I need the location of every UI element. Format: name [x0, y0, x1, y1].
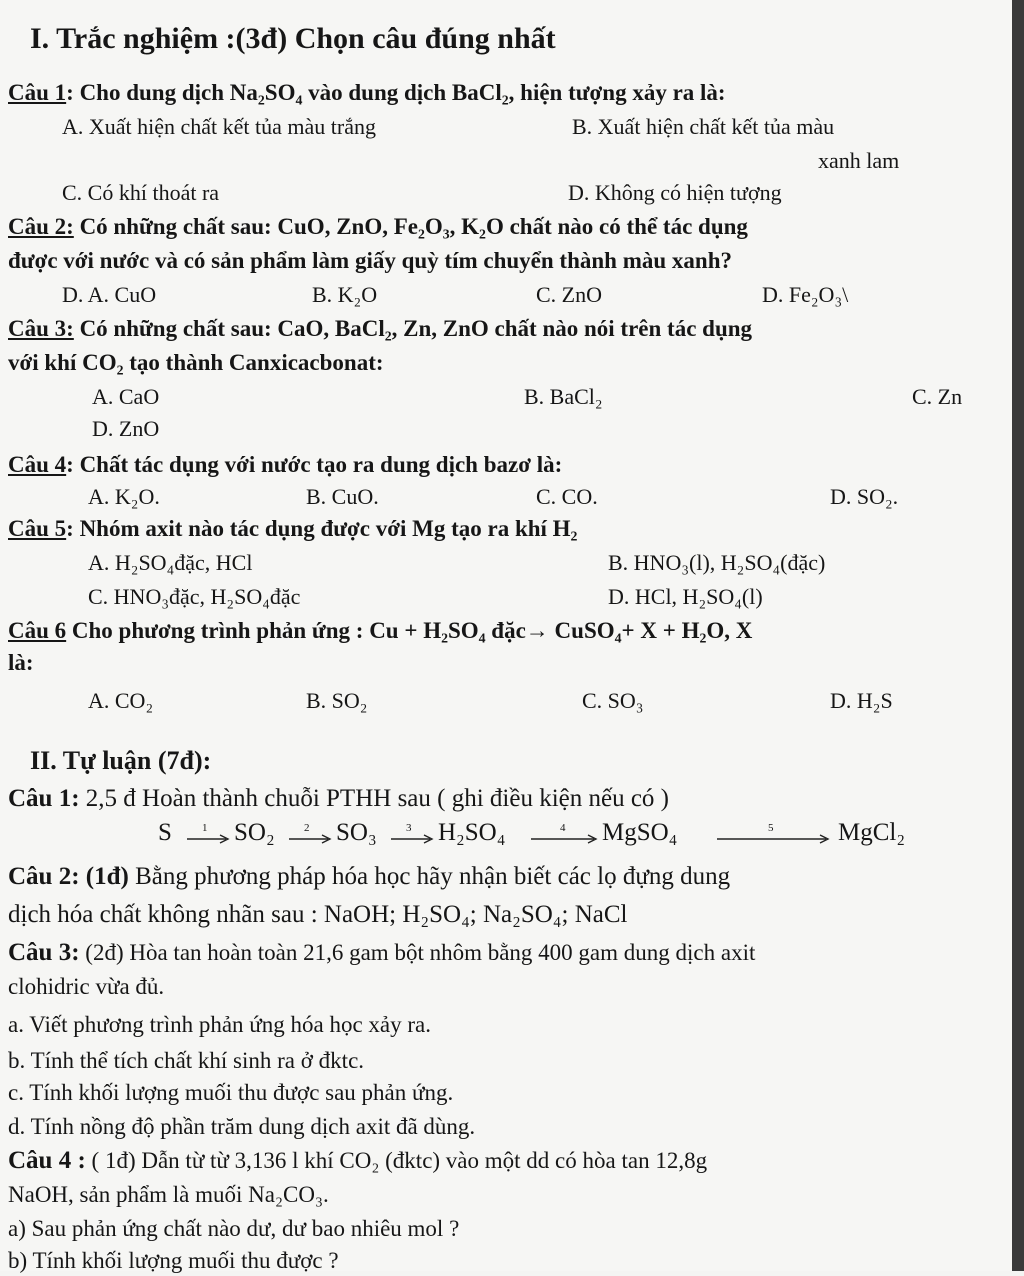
chain-arrow-4	[530, 818, 598, 848]
question-1-text: : Cho dung dịch Na₂SO₄ vào dung dịch BaCl₂, hiện tượng xảy ra là:	[66, 80, 726, 105]
q6-option-b: B. SO₂	[306, 688, 368, 713]
arrow-label-2: 2	[304, 822, 310, 834]
question-6-label: Câu 6	[8, 618, 67, 643]
essay-question-3	[8, 938, 755, 968]
arrow-label-1: 1	[202, 822, 208, 834]
q3-option-a: A. CaO	[92, 384, 160, 409]
chain-so3: SO₃	[336, 819, 377, 846]
essay-q1-text: 2,5 đ Hoàn thành chuỗi PTHH sau ( ghi điều kiện nếu có )	[79, 785, 670, 812]
essay-q4-part-b: b) Tính khối lượng muối thu được ?	[8, 1248, 339, 1273]
q5-option-d: D. HCl, H₂SO₄(l)	[608, 584, 763, 609]
question-3-label: Câu 3:	[8, 316, 74, 341]
essay-q2-text-cont: dịch hóa chất không nhãn sau : NaOH; H₂SO₄; Na₂SO₄; NaCl	[8, 901, 628, 928]
essay-q3-text-cont: clohidric vừa đủ.	[8, 974, 165, 999]
question-3-text-cont: với khí CO₂ tạo thành Canxicacbonat:	[8, 350, 384, 375]
question-1	[8, 78, 726, 108]
question-5-label: Câu 5	[8, 516, 67, 541]
essay-question-2	[8, 862, 730, 892]
essay-q4-text-cont: NaOH, sản phẩm là muối Na₂CO₃.	[8, 1182, 329, 1207]
q6-option-a: A. CO₂	[88, 688, 154, 713]
chain-arrow-1	[186, 818, 230, 848]
essay-q3-label: Câu 3:	[8, 939, 80, 966]
essay-q3-part-c: c. Tính khối lượng muối thu được sau phản ứng.	[8, 1080, 454, 1105]
q2-option-b: B. K₂O	[312, 282, 378, 307]
question-4-label: Câu 4	[8, 452, 67, 477]
screen-edge	[1012, 0, 1024, 1271]
question-6	[8, 616, 752, 646]
chain-s: S	[158, 819, 172, 846]
q6-option-d: D. H₂S	[830, 688, 893, 713]
arrow-label-5: 5	[768, 822, 774, 834]
question-5-text: : Nhóm axit nào tác dụng được với Mg tạo ra khí H₂	[66, 516, 578, 541]
q4-option-b: B. CuO.	[306, 484, 379, 509]
essay-q2-text: Bằng phương pháp hóa học hãy nhận biết các lọ đựng dung	[128, 863, 731, 890]
q1-option-b-cont: xanh lam	[818, 148, 900, 173]
arrow-label-3: 3	[406, 822, 412, 834]
essay-q3-part-a: a. Viết phương trình phản ứng hóa học xảy ra.	[8, 1012, 431, 1037]
chain-arrow-5	[716, 818, 830, 848]
q3-option-c: C. Zn	[912, 384, 963, 409]
essay-q3-text: (2đ) Hòa tan hoàn toàn 21,6 gam bột nhôm bằng 400 gam dung dịch axit	[79, 940, 756, 965]
question-2	[8, 212, 748, 242]
q3-option-d: D. ZnO	[92, 416, 160, 441]
q1-option-b: B. Xuất hiện chất kết tủa màu	[572, 114, 835, 139]
q4-option-a: A. K₂O.	[88, 484, 160, 509]
question-2-label: Câu 2:	[8, 214, 74, 239]
question-3-text: Có những chất sau: CaO, BaCl₂, Zn, ZnO chất nào nói trên tác dụng	[73, 316, 753, 341]
q5-option-a: A. H₂SO₄đặc, HCl	[88, 550, 253, 575]
q1-option-d: D. Không có hiện tượng	[568, 180, 782, 205]
essay-q3-part-d: d. Tính nồng độ phần trăm dung dịch axit đã dùng.	[8, 1114, 476, 1139]
chain-h2so4: H₂SO₄	[438, 819, 506, 846]
q2-option-d: D. Fe₂O₃\	[762, 282, 849, 307]
question-5	[8, 514, 577, 544]
chain-arrow-2	[288, 818, 332, 848]
question-1-label: Câu 1	[8, 80, 67, 105]
essay-q4-label: Câu 4 :	[8, 1147, 86, 1174]
essay-question-1	[8, 784, 669, 814]
question-3	[8, 314, 752, 344]
question-2-text-cont: được với nước và có sản phẩm làm giấy quỳ tím chuyển thành màu xanh?	[8, 248, 732, 273]
question-4-text: : Chất tác dụng với nước tạo ra dung dịch bazơ là:	[66, 452, 563, 477]
essay-q3-part-b: b. Tính thể tích chất khí sinh ra ở đktc.	[8, 1048, 365, 1073]
question-4	[8, 450, 562, 480]
chain-mgcl2: MgCl₂	[838, 819, 906, 846]
q3-option-b: B. BaCl₂	[524, 384, 603, 409]
essay-q2-label: Câu 2: (1đ)	[8, 863, 129, 890]
q1-option-a: A. Xuất hiện chất kết tủa màu trắng	[62, 114, 377, 139]
q2-option-a: D. A. CuO	[62, 282, 157, 307]
question-2-text: Có những chất sau: CuO, ZnO, Fe₂O₃, K₂O chất nào có thể tác dụng	[73, 214, 748, 239]
q6-option-c: C. SO₃	[582, 688, 644, 713]
q5-option-b: B. HNO₃(l), H₂SO₄(đặc)	[608, 550, 826, 575]
part1-title: I. Trắc nghiệm :(3đ) Chọn câu đúng nhất	[30, 22, 556, 55]
arrow-label-4: 4	[560, 822, 566, 834]
question-6-text-cont: là:	[8, 650, 34, 675]
chain-mgso4: MgSO₄	[602, 819, 678, 846]
chain-arrow-3	[390, 818, 434, 848]
part2-title: II. Tự luận (7đ):	[30, 746, 212, 775]
q4-option-d: D. SO₂.	[830, 484, 899, 509]
q4-option-c: C. CO.	[536, 484, 598, 509]
essay-q4-text: ( 1đ) Dẫn từ từ 3,136 l khí CO₂ (đktc) vào một dd có hòa tan 12,8g	[85, 1148, 708, 1173]
q2-option-c: C. ZnO	[536, 282, 602, 307]
essay-q4-part-a: a) Sau phản ứng chất nào dư, dư bao nhiêu mol ?	[8, 1216, 460, 1241]
essay-question-4	[8, 1146, 707, 1176]
q5-option-c: C. HNO₃đặc, H₂SO₄đặc	[88, 584, 301, 609]
question-6-text: Cho phương trình phản ứng : Cu + H₂SO₄ đặc→ CuSO₄+ X + H₂O, X	[66, 618, 753, 643]
q1-option-c: C. Có khí thoát ra	[62, 180, 220, 205]
chain-so2: SO₂	[234, 819, 275, 846]
essay-q1-label: Câu 1:	[8, 785, 80, 812]
